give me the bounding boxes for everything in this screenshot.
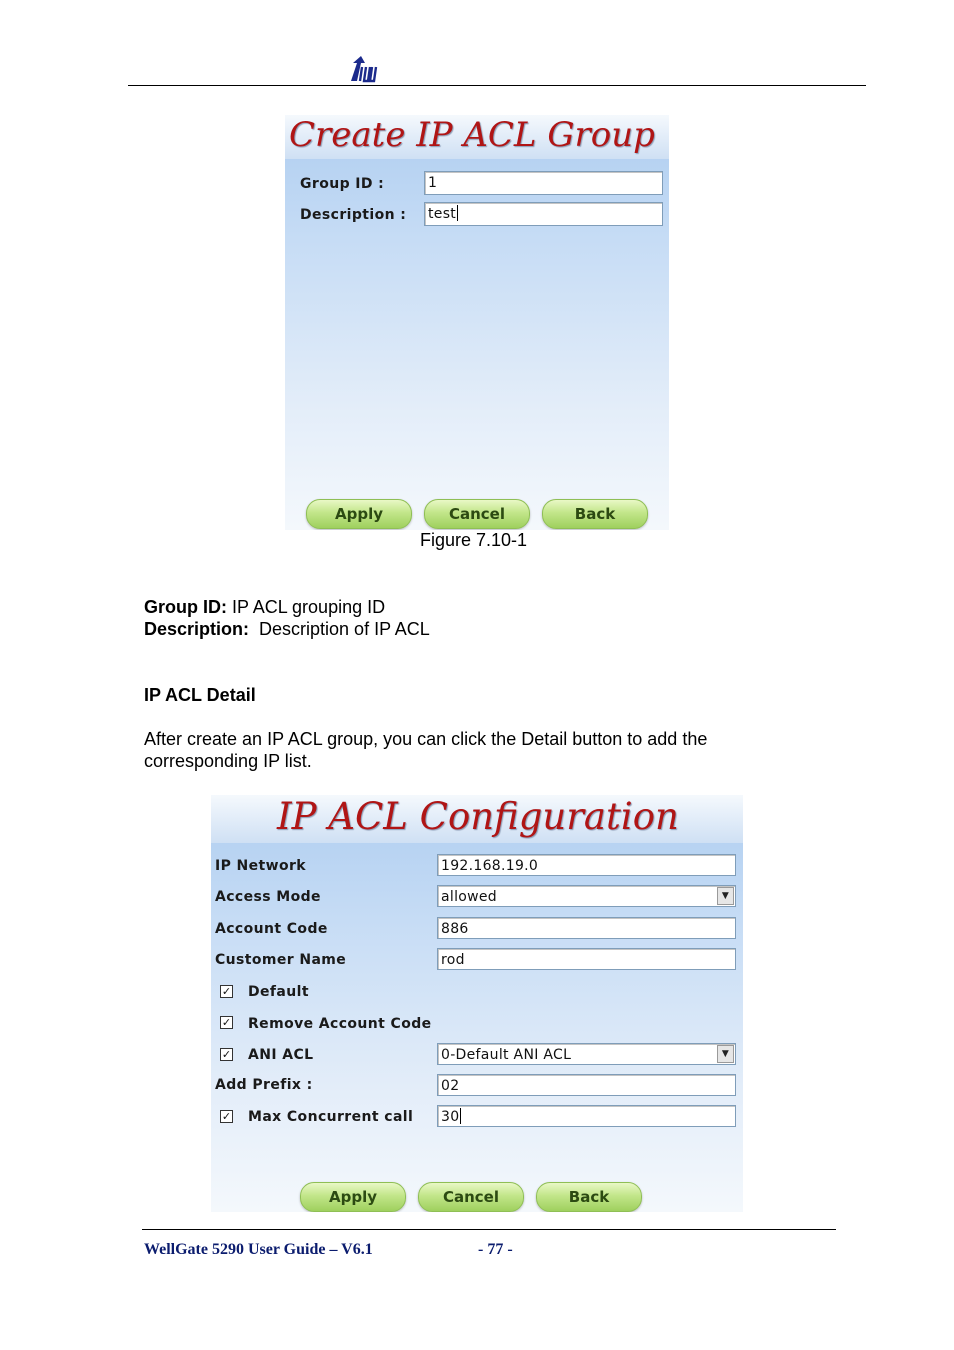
create-ip-acl-group-panel [285,115,669,530]
header-rule [128,85,866,86]
ip-acl-configuration-panel [211,795,743,1212]
default-label: Default [248,984,309,1000]
ani-acl-checkbox[interactable]: ✓ [221,1048,232,1061]
add-prefix-input[interactable]: 02 [437,1074,736,1096]
definition-term: Description: [144,619,250,639]
remove-account-code-checkbox[interactable]: ✓ [221,1016,232,1029]
max-concurrent-call-input[interactable] [437,1105,736,1127]
back-button[interactable]: Back [536,1182,642,1212]
footer-rule [142,1229,836,1230]
access-mode-value: allowed [441,889,497,905]
ip-network-input[interactable]: 192.168.19.0 [437,854,736,876]
chevron-down-icon[interactable]: ▼ [717,1045,734,1063]
text-caret [460,1108,461,1124]
access-mode-select[interactable] [437,885,736,907]
back-button[interactable]: Back [542,499,648,529]
customer-name-input[interactable]: rod [437,948,736,970]
add-prefix-label: Add Prefix : [215,1077,313,1093]
footer-guide-title: WellGate 5290 User Guide – V6.1 [144,1241,373,1258]
ani-acl-select[interactable] [437,1043,736,1065]
group-id-label: Group ID : [300,176,385,192]
text-caret [457,205,458,221]
group-id-input[interactable]: 1 [424,171,663,195]
panel-title: Create IP ACL Group [289,115,655,155]
definition-text: IP ACL grouping ID [227,597,386,617]
apply-button[interactable]: Apply [306,499,412,529]
definition-term: Group ID: [144,597,227,617]
max-concurrent-call-value: 30 [441,1109,460,1125]
ani-acl-label: ANI ACL [248,1047,314,1063]
definition-text: Description of IP ACL [249,619,430,639]
customer-name-label: Customer Name [215,952,347,968]
definition-description [144,619,430,640]
description-input[interactable] [424,202,663,226]
company-logo-icon [348,55,380,83]
description-label: Description : [300,207,407,223]
figure-caption: Figure 7.10-1 [420,530,528,550]
cancel-button[interactable]: Cancel [418,1182,524,1212]
description-value: test [428,206,457,222]
max-concurrent-call-label: Max Concurrent call [248,1109,414,1125]
chevron-down-icon[interactable]: ▼ [717,887,734,905]
ip-network-label: IP Network [215,858,307,874]
remove-account-code-label: Remove Account Code [248,1016,432,1032]
definition-group-id [144,597,385,618]
apply-button[interactable]: Apply [300,1182,406,1212]
section-paragraph-line-1: After create an IP ACL group, you can click the Detail button to add the [144,729,708,749]
access-mode-label: Access Mode [215,889,321,905]
cancel-button[interactable]: Cancel [424,499,530,529]
account-code-input[interactable]: 886 [437,917,736,939]
max-concurrent-call-checkbox[interactable]: ✓ [221,1110,232,1123]
section-paragraph-line-2: corresponding IP list. [144,751,312,771]
ani-acl-value: 0-Default ANI ACL [441,1047,572,1063]
panel-title: IP ACL Configuration [277,795,679,838]
footer-page-number: - 77 - [478,1241,513,1258]
default-checkbox[interactable]: ✓ [221,985,232,998]
section-heading: IP ACL Detail [144,685,256,705]
account-code-label: Account Code [215,921,328,937]
